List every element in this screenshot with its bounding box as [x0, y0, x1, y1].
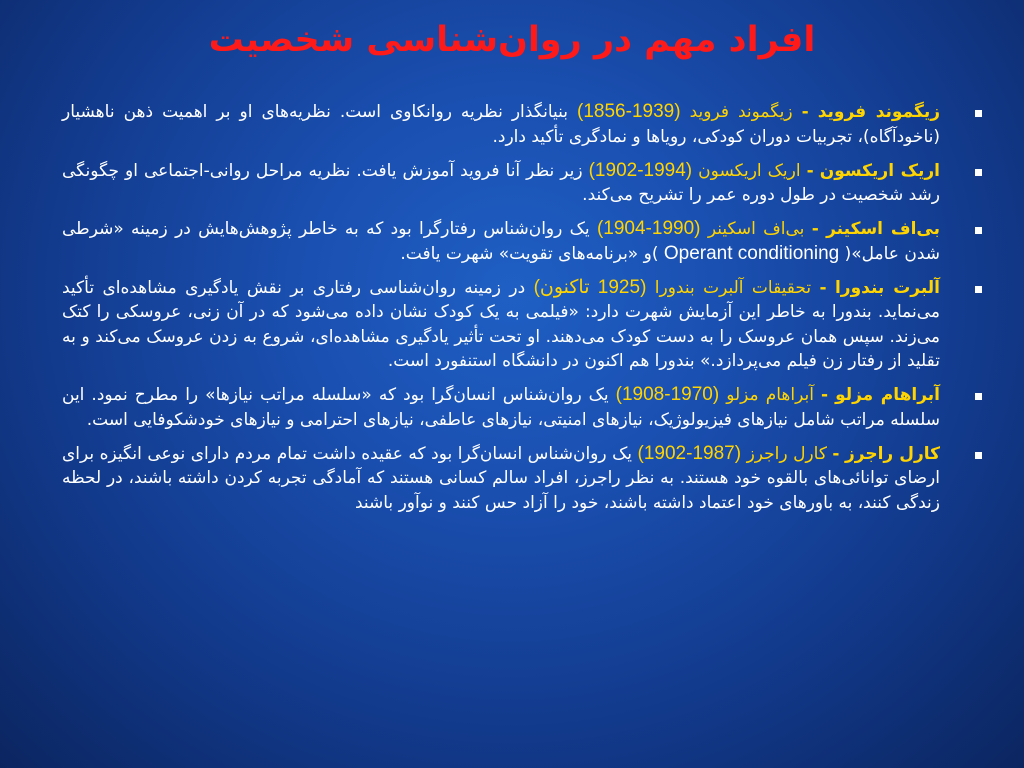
- separator: -: [820, 385, 829, 405]
- person-name-secondary: تحقیقات آلبرت بندورا: [654, 277, 812, 298]
- person-name: آلبرت بندورا: [834, 277, 941, 298]
- english-term: Operant conditioning: [663, 242, 840, 264]
- person-years: (1908-1970): [615, 384, 720, 405]
- square-bullet-icon: [975, 110, 982, 117]
- list-item-rogers: [62, 442, 982, 516]
- list-item-maslow: [62, 383, 982, 432]
- item-text-continued: )و «برنامه‌های تقویت» شهرت یافت.: [400, 243, 664, 264]
- person-years: (1902-1994): [588, 159, 693, 181]
- list-item-skinner: [62, 217, 982, 266]
- person-name-secondary: اریک اریکسون: [698, 160, 801, 181]
- list-item-freud: [62, 100, 982, 149]
- person-name-secondary: آبراهام مزلو: [726, 385, 814, 405]
- slide-title: افراد مهم در روان‌شناسی شخصیت: [208, 20, 816, 60]
- person-years: (1856-1939): [577, 101, 681, 122]
- person-name: آبراهام مزلو: [835, 385, 940, 405]
- item-text: زیر نظر آنا فروید آموزش یافت. نظریه مراحل روانی-اجتماعی او چگونگی رشد شخصیت در طول دوره عمر را تشریح می‌کند.: [62, 160, 940, 205]
- square-bullet-icon: [975, 286, 982, 293]
- separator: -: [801, 102, 809, 122]
- item-text: یک روان‌شناس انسان‌گرا بود که عقیده داشت تمام مردم دارای نوعی انگیزه برای ارضای توانائی‌های بالقوه خود هستند. به نظر راجرز، افراد سالم کسانی هستند که آمادگی تجربه کردن داشته باشند، در لحظه زندگی کنند، به باورهای خود اعتماد داشته باشند، خود را آزاد حس کنند و نوآور باشند: [62, 443, 940, 513]
- item-text: در زمینه روان‌شناسی رفتاری بر نقش یادگیری مشاهده‌ای تأکید می‌نماید. بندورا به خاطر این آزمایش شهرت دارد: «فیلمی به یک کودک نشان داده می‌شود که در آن زنی، عروسکی را کتک می‌زند. سپس همان عروسک را به دست کودک می‌دهند. او تحت تأثیر یادگیری مشاهده‌ای، شروع به زدن عروسک می‌کند و به تقلید از رفتار زن فیلم می‌پردازد.» بندورا هم اکنون در دانشگاه استنفورد است.: [62, 277, 940, 371]
- person-name: بی‌اف اسکینر: [826, 219, 940, 239]
- person-years: (1902-1987): [637, 442, 742, 464]
- separator: -: [806, 160, 814, 181]
- item-text: یک روان‌شناس انسان‌گرا بود که «سلسله مراتب نیازها» را مطرح نمود. این سلسله مراتب شامل نیازهای فیزیولوژیک، نیازهای امنیتی، نیازهای عاطفی، نیازهای احترامی و نیازهای خودشکوفایی است.: [62, 385, 940, 430]
- person-name: زیگموند فروید: [817, 102, 941, 122]
- person-years: (1925 تاکنون): [533, 276, 647, 298]
- person-years: (1904-1990): [596, 218, 701, 239]
- item-text: بنیانگذار نظریه روانکاوی است. نظریه‌های او بر اهمیت ذهن ناهشیار (ناخودآگاه)، تجربیات دوران کودکی، رویاها و نمادگری تأکید دارد.: [62, 102, 940, 147]
- square-bullet-icon: [975, 169, 982, 176]
- person-name-secondary: کارل راجرز: [746, 443, 827, 464]
- separator: -: [811, 219, 819, 239]
- person-name: کارل راجرز: [844, 443, 941, 464]
- square-bullet-icon: [975, 393, 982, 400]
- separator: -: [819, 277, 827, 298]
- square-bullet-icon: [975, 227, 982, 234]
- person-name-secondary: بی‌اف اسکینر: [707, 219, 805, 239]
- list-item-erikson: [62, 159, 982, 208]
- bullet-list: [62, 100, 982, 525]
- separator: -: [832, 443, 840, 464]
- square-bullet-icon: [975, 452, 982, 459]
- list-item-bandura: [62, 276, 982, 374]
- item-text: یک روان‌شناس رفتارگرا بود که به خاطر پژوهش‌هایش در زمینه «شرطی شدن عامل»(: [62, 219, 940, 264]
- person-name-secondary: زیگموند فروید: [689, 102, 793, 122]
- person-name: اریک اریکسون: [819, 160, 940, 181]
